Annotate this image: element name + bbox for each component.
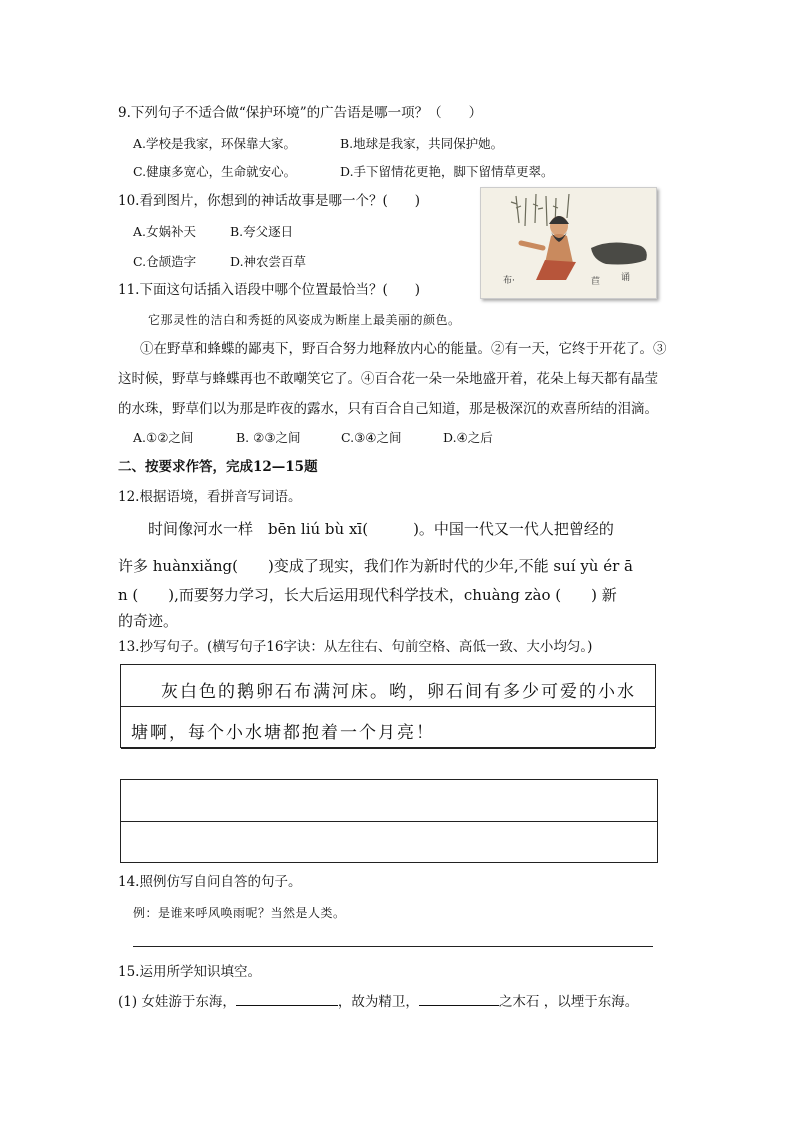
q13-sentence-row-1: 灰白色的鹅卵石布满河床。哟，卵石间有多少可爱的小水 [161,682,636,702]
q9-option-b: B.地球是我家，共同保护她。 [340,136,504,151]
shennong-picture [480,187,657,299]
q12-line-1: 时间像河水一样 bēn liú bù xī( )。中国一代又一代人把曾经的 [148,520,614,538]
q9-stem: 9.下列句子不适合做“保护环境”的广告语是哪一项？（ ） [118,105,483,121]
q12-line-2: 许多 huànxiǎng( )变成了现实，我们作为新时代的少年,不能 suí yù ér ā [118,557,633,575]
q14-stem: 14.照例仿写自问自答的句子。 [118,874,302,890]
q11-option-d: D.④之后 [443,430,493,445]
q13-writing-row-2[interactable] [121,821,657,863]
q13-example-box [120,664,656,748]
q11-passage-line-1: ①在野草和蜂蝶的鄙夷下，野百合努力地释放内心的能量。②有一天，它终于开花了。③ [140,341,667,357]
q10-option-b: B.夸父逐日 [230,224,294,239]
q9-option-c: C.健康多宽心，生命就安心。 [133,164,297,179]
q15-text-1: (1) 女娃游于东海， [118,994,236,1010]
q10-stem: 10.看到图片，你想到的神话故事是哪一个？( ) [118,193,421,209]
q13-writing-row-1[interactable] [121,780,657,822]
q13-writing-box[interactable] [120,779,658,863]
q11-option-c: C.③④之间 [341,430,402,445]
q11-insert-sentence: 它那灵性的洁白和秀挺的风姿成为断崖上最美丽的颜色。 [148,313,461,327]
q10-option-c: C.仓颉造字 [133,254,197,269]
q15-item-1 [118,996,638,1010]
q13-sentence-row-2: 塘啊，每个小水塘都抱着一个月亮！ [131,723,435,743]
q15-blank-2[interactable] [419,1005,499,1006]
q11-option-a: A.①②之间 [133,430,194,445]
svg-text:布·: 布· [503,276,515,286]
q11-passage-line-2: 这时候，野草与蜂蝶再也不敢嘲笑它了。④百合花一朵一朵地盛开着，花朵上每天都有晶莹 [118,371,658,387]
q15-text-3: 之木石 ，以堙于东海。 [498,994,639,1010]
q12-stem: 12.根据语境，看拼音写词语。 [118,489,302,505]
q9-option-d: D.手下留情花更艳，脚下留情草更翠。 [340,164,554,179]
q10-option-a: A.女娲补天 [133,224,197,239]
q9-option-a: A.学校是我家，环保靠大家。 [133,136,297,151]
q12-line-4: 的奇迹。 [118,612,179,630]
q10-option-d: D.神农尝百草 [230,254,307,269]
q11-stem: 11.下面这句话插入语段中哪个位置最恰当？( ) [118,282,421,298]
q11-passage-line-3: 的水珠，野草们以为那是昨夜的露水，只有百合自己知道，那是极深沉的欢喜所结的泪滴。 [118,401,658,417]
q13-stem: 13.抄写句子。(横写句子16字诀：从左往右、句前空格、高低一致、大小均匀。) [118,639,593,655]
q15-stem: 15.运用所学知识填空。 [118,964,261,980]
section-2-heading: 二、按要求作答，完成12—15题 [118,459,318,475]
q11-option-b: B. ②③之间 [236,430,301,445]
svg-text:诵: 诵 [621,273,631,283]
q15-blank-1[interactable] [236,1005,338,1006]
q12-line-3: n ( ),而要努力学习，长大后运用现代科学技术，chuàng zào ( ) 新 [118,586,617,604]
q15-text-2: ，故为精卫， [337,994,419,1010]
shennong-figure-icon [481,188,656,298]
q14-answer-line[interactable] [133,946,653,947]
svg-text:苣: 苣 [591,277,601,287]
q14-example: 例：是谁来呼风唤雨呢？当然是人类。 [133,906,346,920]
